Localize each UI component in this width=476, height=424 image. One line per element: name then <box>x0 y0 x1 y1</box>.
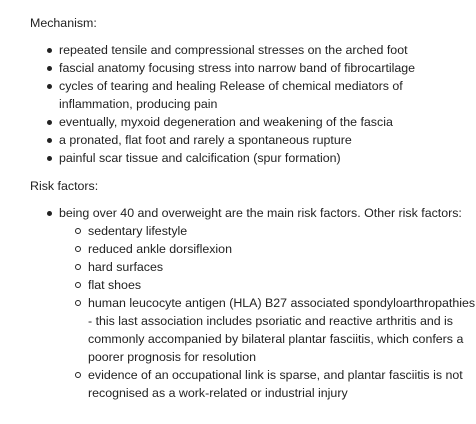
sub-list-item: flat shoes <box>59 276 476 294</box>
list-item: eventually, myxoid degeneration and weakening of the fascia <box>30 113 476 131</box>
risk-factors-sublist <box>59 222 476 402</box>
risk-factors-heading: Risk factors: <box>30 179 99 193</box>
list-item: cycles of tearing and healing Release of chemical mediators of inflammation, producing pain <box>30 77 476 113</box>
list-item <box>30 204 476 402</box>
sub-list-item: sedentary lifestyle <box>59 222 476 240</box>
sub-list-item: hard surfaces <box>59 258 476 276</box>
list-item: a pronated, flat foot and rarely a spontaneous rupture <box>30 131 476 149</box>
risk-factors-list <box>30 204 476 402</box>
sub-list-item: human leucocyte antigen (HLA) B27 associated spondyloarthropathies - this last association includes psoriatic and reactive arthritis and is commonly accompanied by bilateral plantar fasciitis, which confers a poorer prognosis for resolution <box>59 294 476 366</box>
list-item: painful scar tissue and calcification (spur formation) <box>30 149 476 167</box>
mechanism-list <box>30 41 476 167</box>
sub-list-item: evidence of an occupational link is sparse, and plantar fasciitis is not recognised as a work-related or industrial injury <box>59 366 476 402</box>
list-item: repeated tensile and compressional stresses on the arched foot <box>30 41 476 59</box>
sub-list-item: reduced ankle dorsiflexion <box>59 240 476 258</box>
list-item: fascial anatomy focusing stress into narrow band of fibrocartilage <box>30 59 476 77</box>
mechanism-heading: Mechanism: <box>30 16 97 30</box>
risk-factors-main-text: being over 40 and overweight are the main risk factors. Other risk factors: <box>59 206 462 220</box>
